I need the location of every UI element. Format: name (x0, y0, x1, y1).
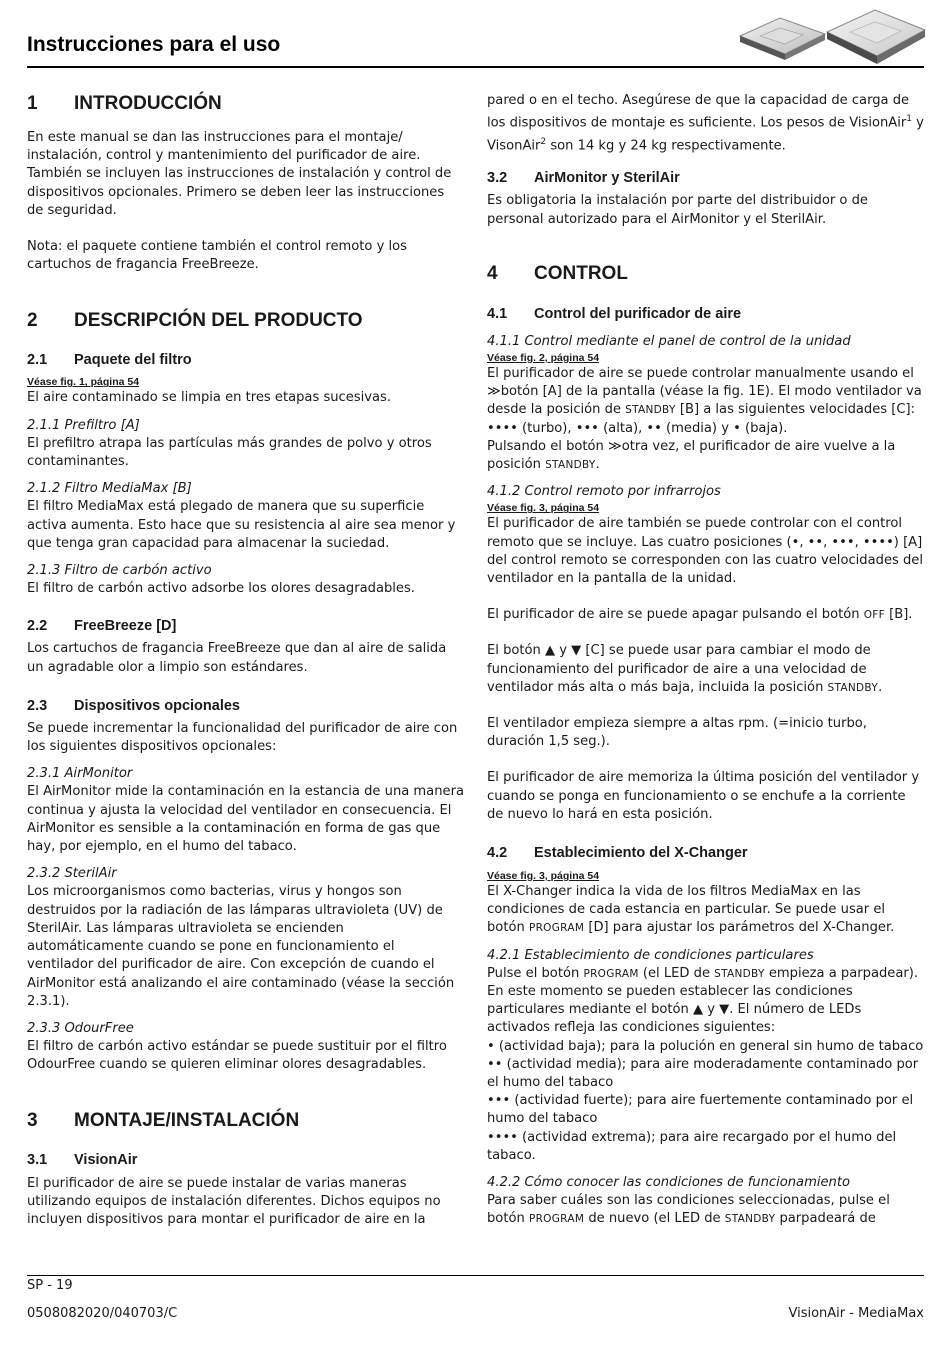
subsection-2-3-2-title: 2.3.2 SterilAir (27, 866, 117, 882)
subsection-4-1-2-title: 4.1.2 Control remoto por infrarrojos (487, 484, 721, 500)
subsection-4-1-2-text: El purificador de aire también se puede controlar con el control remoto que se incluye. Las cuatro posiciones (•, ••, •••, ••••) [A] del control remoto se corresponden con las cuatro velocidades del ventilador en la pantalla de la unidad. (487, 516, 923, 586)
section-3-1-text: El purificador de aire se puede instalar de varias maneras utilizando equipos de instalación diferentes. Dichos equipos no incluyen dispositivos para montar el purificador de aire en la (27, 1175, 441, 1227)
figure-reference: Véase fig. 1, página 54 (27, 376, 140, 389)
section-3-2-text: Es obligatoria la instalación por parte del distribuidor o de personal autorizado para el AirMonitor y el SterilAir. (487, 193, 868, 227)
turbo-start-text: El ventilador empieza siempre a altas rpm. (=inicio turbo, duración 1,5 seg.). (487, 715, 867, 750)
section-4-1-heading: 4.1 Control del purificador de aire (487, 305, 742, 322)
subsection-2-3-2-text: Los microorganismos como bacterias, virus y hongos son destruidos por la radiación de las lámparas ultravioleta (UV) de SterilAir. Las lámparas ultravioleta se encienden automáticamente cuando se pone en funcionamiento el ventilador del purificador de aire. Con excepción de cuando el AirMonitor está analizando el aire contaminado (véase la sección 2.3.1). (27, 884, 455, 1009)
section-2-1-heading: 2.1 Paquete del filtro (27, 352, 192, 369)
list-item: •••• (actividad extrema); para aire recargado por el humo del tabaco. (487, 1129, 897, 1163)
section-3-heading: 3 MONTAJE/INSTALACIÓN (27, 1109, 300, 1131)
subsection-4-2-2-text: Para saber cuáles son las condiciones seleccionadas, pulse el botón PROGRAM de nuevo (el LED de STANDBY parpadeará de (487, 1193, 890, 1227)
section-1-heading: 1 INTRODUCCIÓN (27, 93, 222, 114)
intro-paragraph: En este manual se dan las instrucciones para el montaje/ instalación, control y mantenimiento del purificador de aire. También se incluyen las instrucciones de instalación y control de dispositivos opcionales. Primero se deben leer las instrucciones de seguridad. (27, 130, 452, 218)
mounting-continuation: pared o en el techo. Asegúrese de que la capacidad de carga de los dispositivos de montaje es suficiente. Los pesos de VisionAir$^1$ y VisonAir$^2$ son 14 kg y 24 kg respectivamente. (487, 93, 924, 154)
subsection-4-1-1-text-2: Pulsando el botón ≫otra vez, el purificador de aire vuelve a la posición STANDBY. (487, 438, 896, 472)
document-code: 0508082020/040703/C (27, 1306, 178, 1321)
figure-reference: Véase fig. 3, página 54 (487, 502, 600, 515)
section-2-heading: 2 DESCRIPCIÓN DEL PRODUCTO (27, 310, 363, 332)
subsection-2-3-1-title: 2.3.1 AirMonitor (27, 766, 133, 782)
subsection-2-1-2-title: 2.1.2 Filtro MediaMax [B] (27, 481, 192, 497)
subsection-4-2-1-title: 4.2.1 Establecimiento de condiciones particulares (487, 947, 814, 963)
subsection-4-2-1-text: Pulse el botón PROGRAM (el LED de STANDBY empieza a parpadear). En este momento se pueden establecer las condiciones particulares mediante el botón ▲ y ▼. El número de LEDs activados refleja las condiciones siguientes: (487, 965, 919, 1036)
section-2-1-text: El aire contaminado se limpia en tres etapas sucesivas. (27, 390, 392, 406)
subsection-2-1-2-text: El filtro MediaMax está plegado de manera que su superficie activa aumenta. Esto hace que su resistencia al aire sea menor y que tenga gran capacidad para almacenar la suciedad. (27, 499, 456, 551)
subsection-2-1-1-title: 2.1.1 Prefiltro [A] (27, 417, 140, 433)
section-3-1-heading: 3.1 VisionAir (27, 1151, 138, 1168)
list-item: ••• (actividad fuerte); para aire fuertemente contaminado por el humo del tabaco (487, 1093, 914, 1127)
figure-reference: Véase fig. 2, página 54 (487, 351, 600, 364)
ceiling-air-purifier-units-image (735, 4, 930, 74)
section-3-2-heading: 3.2 AirMonitor y SterilAir (487, 170, 680, 187)
section-4-2-heading: 4.2 Establecimiento del X-Changer (487, 845, 748, 861)
product-name: VisionAir - MediaMax (788, 1306, 924, 1321)
section-4-2-text: El X-Changer indica la vida de los filtros MediaMax en las condiciones de cada estancia en particular. Se puede usar el botón PROGRAM [D] para ajustar los parámetros del X-Changer. (487, 884, 895, 936)
page-number: SP - 19 (27, 1278, 73, 1293)
subsection-2-3-1-text: El AirMonitor mide la contaminación en la estancia de una manera continua y ajusta la velocidad del ventilador en consecuencia. El AirMonitor es sensible a la contaminación en forma de gas que hay, por ejemplo, en el humo del tabaco. (27, 784, 464, 855)
subsection-2-1-1-text: El prefiltro atrapa las partículas más grandes de polvo y otros contaminantes. (27, 435, 432, 470)
intro-note: Nota: el paquete contiene también el control remoto y los cartuchos de fragancia FreeBreeze. (27, 239, 407, 273)
off-button-text: El purificador de aire se puede apagar pulsando el botón OFF [B]. (487, 607, 913, 623)
list-item: •• (actividad media); para aire moderadamente contaminado por el humo del tabaco (487, 1056, 919, 1091)
list-item: • (actividad baja); para la polución en general sin humo de tabaco (487, 1038, 924, 1054)
footer-divider (27, 1275, 924, 1276)
left-column (27, 92, 464, 1229)
section-2-2-heading: 2.2 FreeBreeze [D] (27, 618, 177, 635)
subsection-2-1-3-text: El filtro de carbón activo adsorbe los olores desagradables. (27, 581, 415, 597)
subsection-4-1-1-title: 4.1.1 Control mediante el panel de control de la unidad (487, 333, 851, 349)
right-column (487, 92, 924, 1229)
section-4-heading: 4 CONTROL (487, 262, 628, 284)
subsection-4-1-1-text: El purificador de aire se puede controlar manualmente usando el ≫botón [A] de la pantalla (véase la fig. 1E). El modo ventilador va desde la posición de STANDBY [B] a las siguientes velocidades [C]: •••• (turbo), ••• (alta), •• (media) y • (baja). (487, 365, 922, 436)
page-header-title: Instrucciones para el uso (27, 33, 281, 56)
subsection-2-3-3-title: 2.3.3 OdourFree (27, 1020, 134, 1036)
section-2-2-text: Los cartuchos de fragancia FreeBreeze que dan al aire de salida un agradable olor a limpio son estándares. (27, 641, 447, 675)
subsection-2-1-3-title: 2.1.3 Filtro de carbón activo (27, 563, 212, 579)
arrow-buttons-text: El botón ▲ y ▼ [C] se puede usar para cambiar el modo de funcionamiento del purificador de aire a una velocidad de ventilador más alta o más baja, incluida la posición STANDBY. (487, 643, 883, 695)
subsection-2-3-3-text: El filtro de carbón activo estándar se puede sustituir por el filtro OdourFree cuando se quieren eliminar olores desagradables. (27, 1039, 447, 1073)
subsection-4-2-2-title: 4.2.2 Cómo conocer las condiciones de funcionamiento (487, 1175, 850, 1191)
section-2-3-text: Se puede incrementar la funcionalidad del purificador de aire con los siguientes dispositivos opcionales: (27, 720, 458, 755)
memory-text: El purificador de aire memoriza la última posición del ventilador y cuando se ponga en funcionamiento o se enchufe a la corriente de nuevo lo hará en esta posición. (487, 770, 920, 822)
figure-reference: Véase fig. 3, página 54 (487, 870, 600, 882)
section-2-3-heading: 2.3 Dispositivos opcionales (27, 697, 240, 714)
